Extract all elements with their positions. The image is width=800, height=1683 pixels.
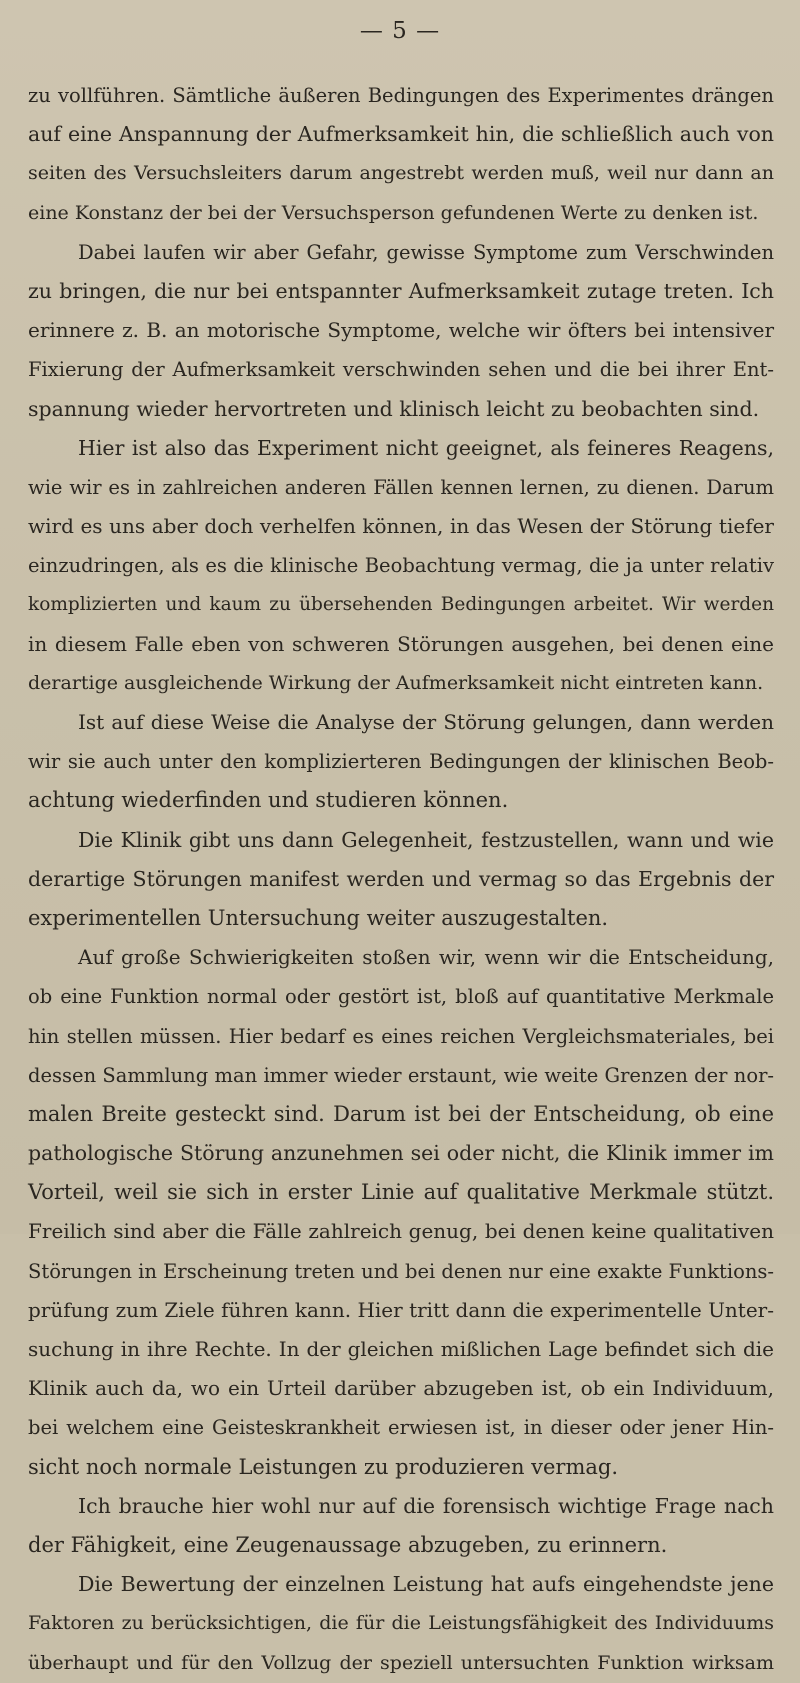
text-line: Vorteil, weil sie sich in erster Linie auf qualitative Merkmale stützt. — [28, 1180, 774, 1205]
text-line: suchung in ihre Rechte. In der gleichen mißlichen Lage befindet sich die — [28, 1337, 774, 1361]
text-line: überhaupt und für den Vollzug der speziell untersuchten Funktion wirksam — [28, 1651, 774, 1674]
text-line: Störungen in Erscheinung treten und bei denen nur eine exakte Funktions- — [28, 1259, 774, 1283]
text-line: ob eine Funktion normal oder gestört ist, bloß auf quantitative Merkmale — [28, 985, 774, 1009]
text-line: derartige ausgleichende Wirkung der Aufmerksamkeit nicht eintreten kann. — [28, 671, 764, 694]
text-line: wird es uns aber doch verhelfen können, in das Wesen der Störung tiefer — [28, 514, 774, 539]
text-line: seiten des Versuchsleiters darum angestrebt werden muß, weil nur dann an — [28, 162, 774, 185]
text-line: derartige Störungen manifest werden und vermag so das Ergebnis der — [28, 866, 774, 891]
text-line: Fixierung der Aufmerksamkeit verschwinden sehen und die bei ihrer Ent- — [28, 358, 774, 382]
text-line: hin stellen müssen. Hier bedarf es eines reichen Vergleichsmateriales, bei — [28, 1024, 774, 1048]
text-line: pathologische Störung anzunehmen sei oder nicht, die Klinik immer im — [28, 1141, 774, 1166]
text-line: spannung wieder hervortreten und klinisch leicht zu beobachten sind. — [28, 396, 760, 421]
text-line: Die Klinik gibt uns dann Gelegenheit, festzustellen, wann und wie — [78, 827, 774, 852]
text-line: Ist auf diese Weise die Analyse der Störung gelungen, dann werden — [78, 710, 774, 734]
text-line: erinnere z. B. an motorische Symptome, welche wir öfters bei intensiver — [28, 318, 774, 343]
text-line: eine Konstanz der bei der Versuchsperson gefundenen Werte zu denken ist. — [28, 201, 759, 224]
text-line: Ich brauche hier wohl nur auf die forensisch wichtige Frage nach — [78, 1493, 774, 1518]
text-line: komplizierten und kaum zu übersehenden Bedingungen arbeitet. Wir werden — [28, 594, 774, 616]
text-line: Dabei laufen wir aber Gefahr, gewisse Symptome zum Verschwinden — [78, 240, 774, 264]
text-line: Faktoren zu berücksichtigen, die für die Leistungsfähigkeit des Individuums — [28, 1612, 774, 1635]
text-line: wir sie auch unter den komplizierteren Bedingungen der klinischen Beob- — [28, 750, 774, 774]
text-line: auf eine Anspannung der Aufmerksamkeit hin, die schließlich auch von — [28, 122, 774, 147]
text-line: einzudringen, als es die klinische Beobachtung vermag, die ja unter relativ — [28, 554, 774, 578]
text-line: zu bringen, die nur bei entspannter Aufmerksamkeit zutage treten. Ich — [28, 278, 774, 303]
text-line: zu vollführen. Sämtliche äußeren Bedingungen des Experimentes drängen — [28, 84, 774, 107]
text-line: prüfung zum Ziele führen kann. Hier tritt dann die experimentelle Unter- — [28, 1297, 774, 1322]
text-line: dessen Sammlung man immer wieder erstaunt, wie weite Grenzen der nor- — [28, 1063, 774, 1087]
text-line: experimentellen Untersuchung weiter auszugestalten. — [28, 905, 609, 930]
text-line: achtung wiederfinden und studieren können. — [28, 788, 509, 813]
body-text — [28, 76, 774, 1683]
text-line: Die Bewertung der einzelnen Leistung hat aufs eingehendste jene — [78, 1572, 774, 1597]
text-line: in diesem Falle eben von schweren Störungen ausgehen, bei denen eine — [28, 631, 774, 656]
text-line: bei welchem eine Geisteskrankheit erwiesen ist, in dieser oder jener Hin- — [28, 1416, 774, 1440]
text-line: der Fähigkeit, eine Zeugenaussage abzugeben, zu erinnern. — [28, 1532, 668, 1557]
text-line: Auf große Schwierigkeiten stoßen wir, wenn wir die Entscheidung, — [78, 945, 774, 970]
page-number: — 5 — — [359, 18, 441, 44]
text-line: malen Breite gesteckt sind. Darum ist bei der Entscheidung, ob eine — [28, 1101, 774, 1126]
text-line: Hier ist also das Experiment nicht geeignet, als feineres Reagens, — [78, 435, 774, 460]
text-line: Klinik auch da, wo ein Urteil darüber abzugeben ist, ob ein Individuum, — [28, 1376, 774, 1401]
text-line: wie wir es in zahlreichen anderen Fällen kennen lernen, zu dienen. Darum — [28, 475, 774, 499]
text-line: Freilich sind aber die Fälle zahlreich genug, bei denen keine qualitativen — [28, 1219, 774, 1244]
text-line: sicht noch normale Leistungen zu produzieren vermag. — [28, 1454, 619, 1479]
